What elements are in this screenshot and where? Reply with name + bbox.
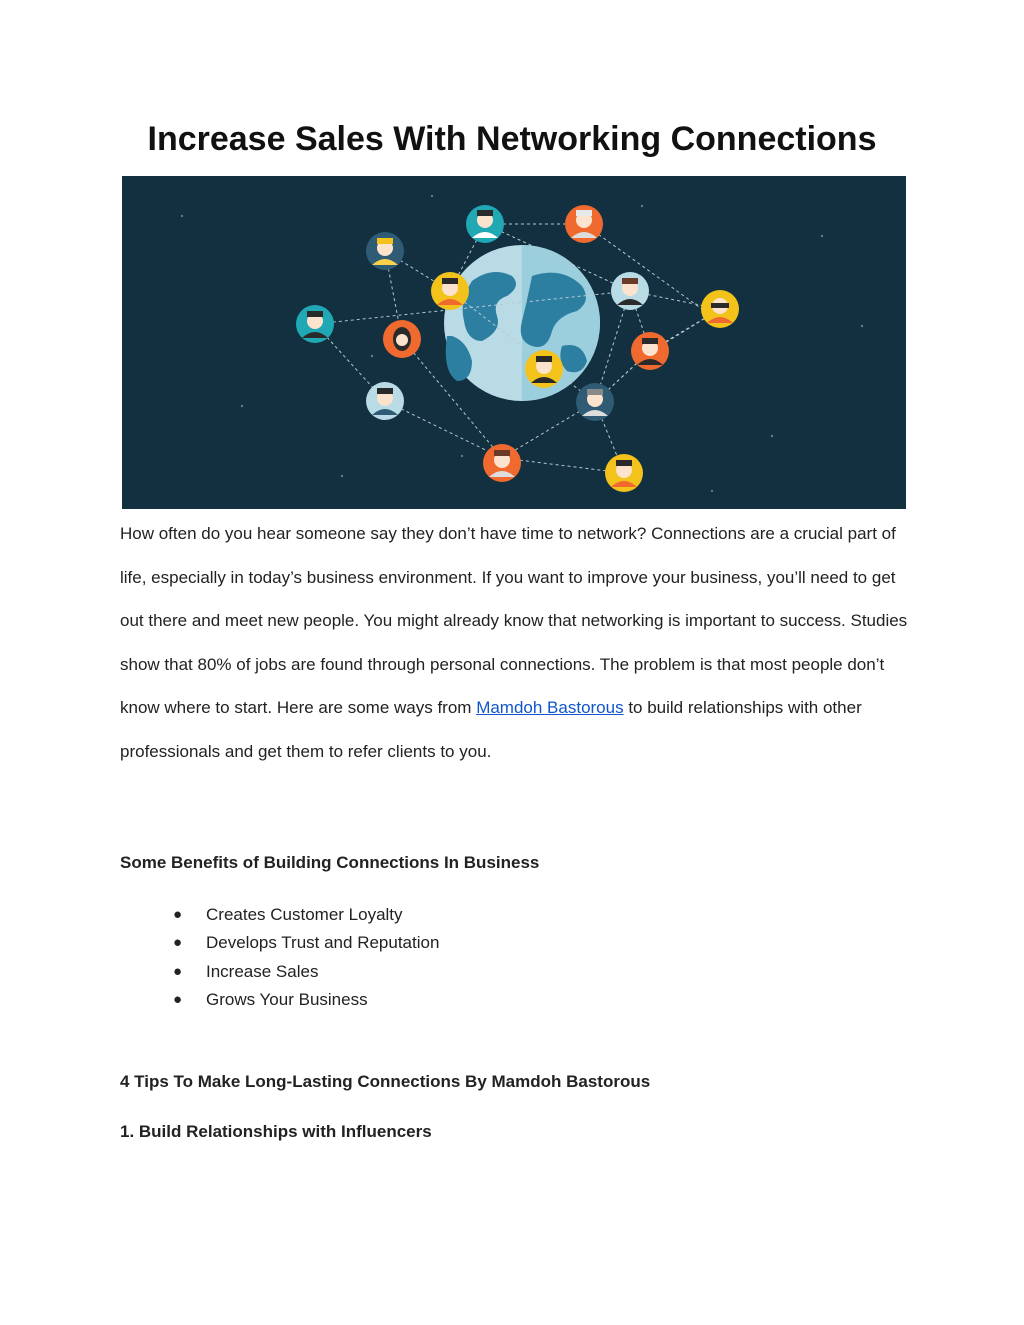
intro-text-end: to build relationships with other professionals and get them to refer clients to you. bbox=[120, 698, 862, 761]
benefits-list bbox=[120, 901, 439, 1014]
bullet-icon: ● bbox=[173, 990, 183, 1008]
list-item bbox=[120, 929, 439, 957]
list-item bbox=[120, 986, 439, 1014]
list-item-text: Creates Customer Loyalty bbox=[206, 905, 403, 924]
globe-icon bbox=[444, 245, 600, 401]
bullet-icon: ● bbox=[173, 962, 183, 980]
tips-heading: 4 Tips To Make Long-Lasting Connections By Mamdoh Bastorous bbox=[120, 1072, 651, 1091]
tip-1-heading: 1. Build Relationships with Influencers bbox=[120, 1122, 432, 1141]
list-item-text: Increase Sales bbox=[206, 961, 319, 981]
page-title: Increase Sales With Networking Connections bbox=[147, 120, 877, 158]
benefits-heading: Some Benefits of Building Connections In Business bbox=[120, 853, 540, 872]
list-item-text: Grows Your Business bbox=[206, 989, 368, 1009]
hero-image-networking bbox=[122, 176, 906, 509]
bullet-icon: ● bbox=[173, 934, 183, 952]
list-item bbox=[120, 901, 439, 929]
list-item-text: Develops Trust and Reputation bbox=[206, 933, 440, 953]
intro-paragraph bbox=[120, 512, 910, 773]
list-item bbox=[120, 958, 439, 986]
bullet-icon: ● bbox=[173, 906, 183, 923]
intro-text-start: How often do you hear someone say they don’t have time to network? Connections are a crucial part of life, especially in today’s business environment. If you want to improve your business, you’ll need to get out there and meet new people. You might already know that networking is important to success. Studies show that 80% of jobs are found through personal connections. The problem is that most people don’t know where to start. Here are some ways from bbox=[120, 524, 908, 717]
mamdoh-bastorous-link[interactable]: Mamdoh Bastorous bbox=[476, 698, 624, 717]
